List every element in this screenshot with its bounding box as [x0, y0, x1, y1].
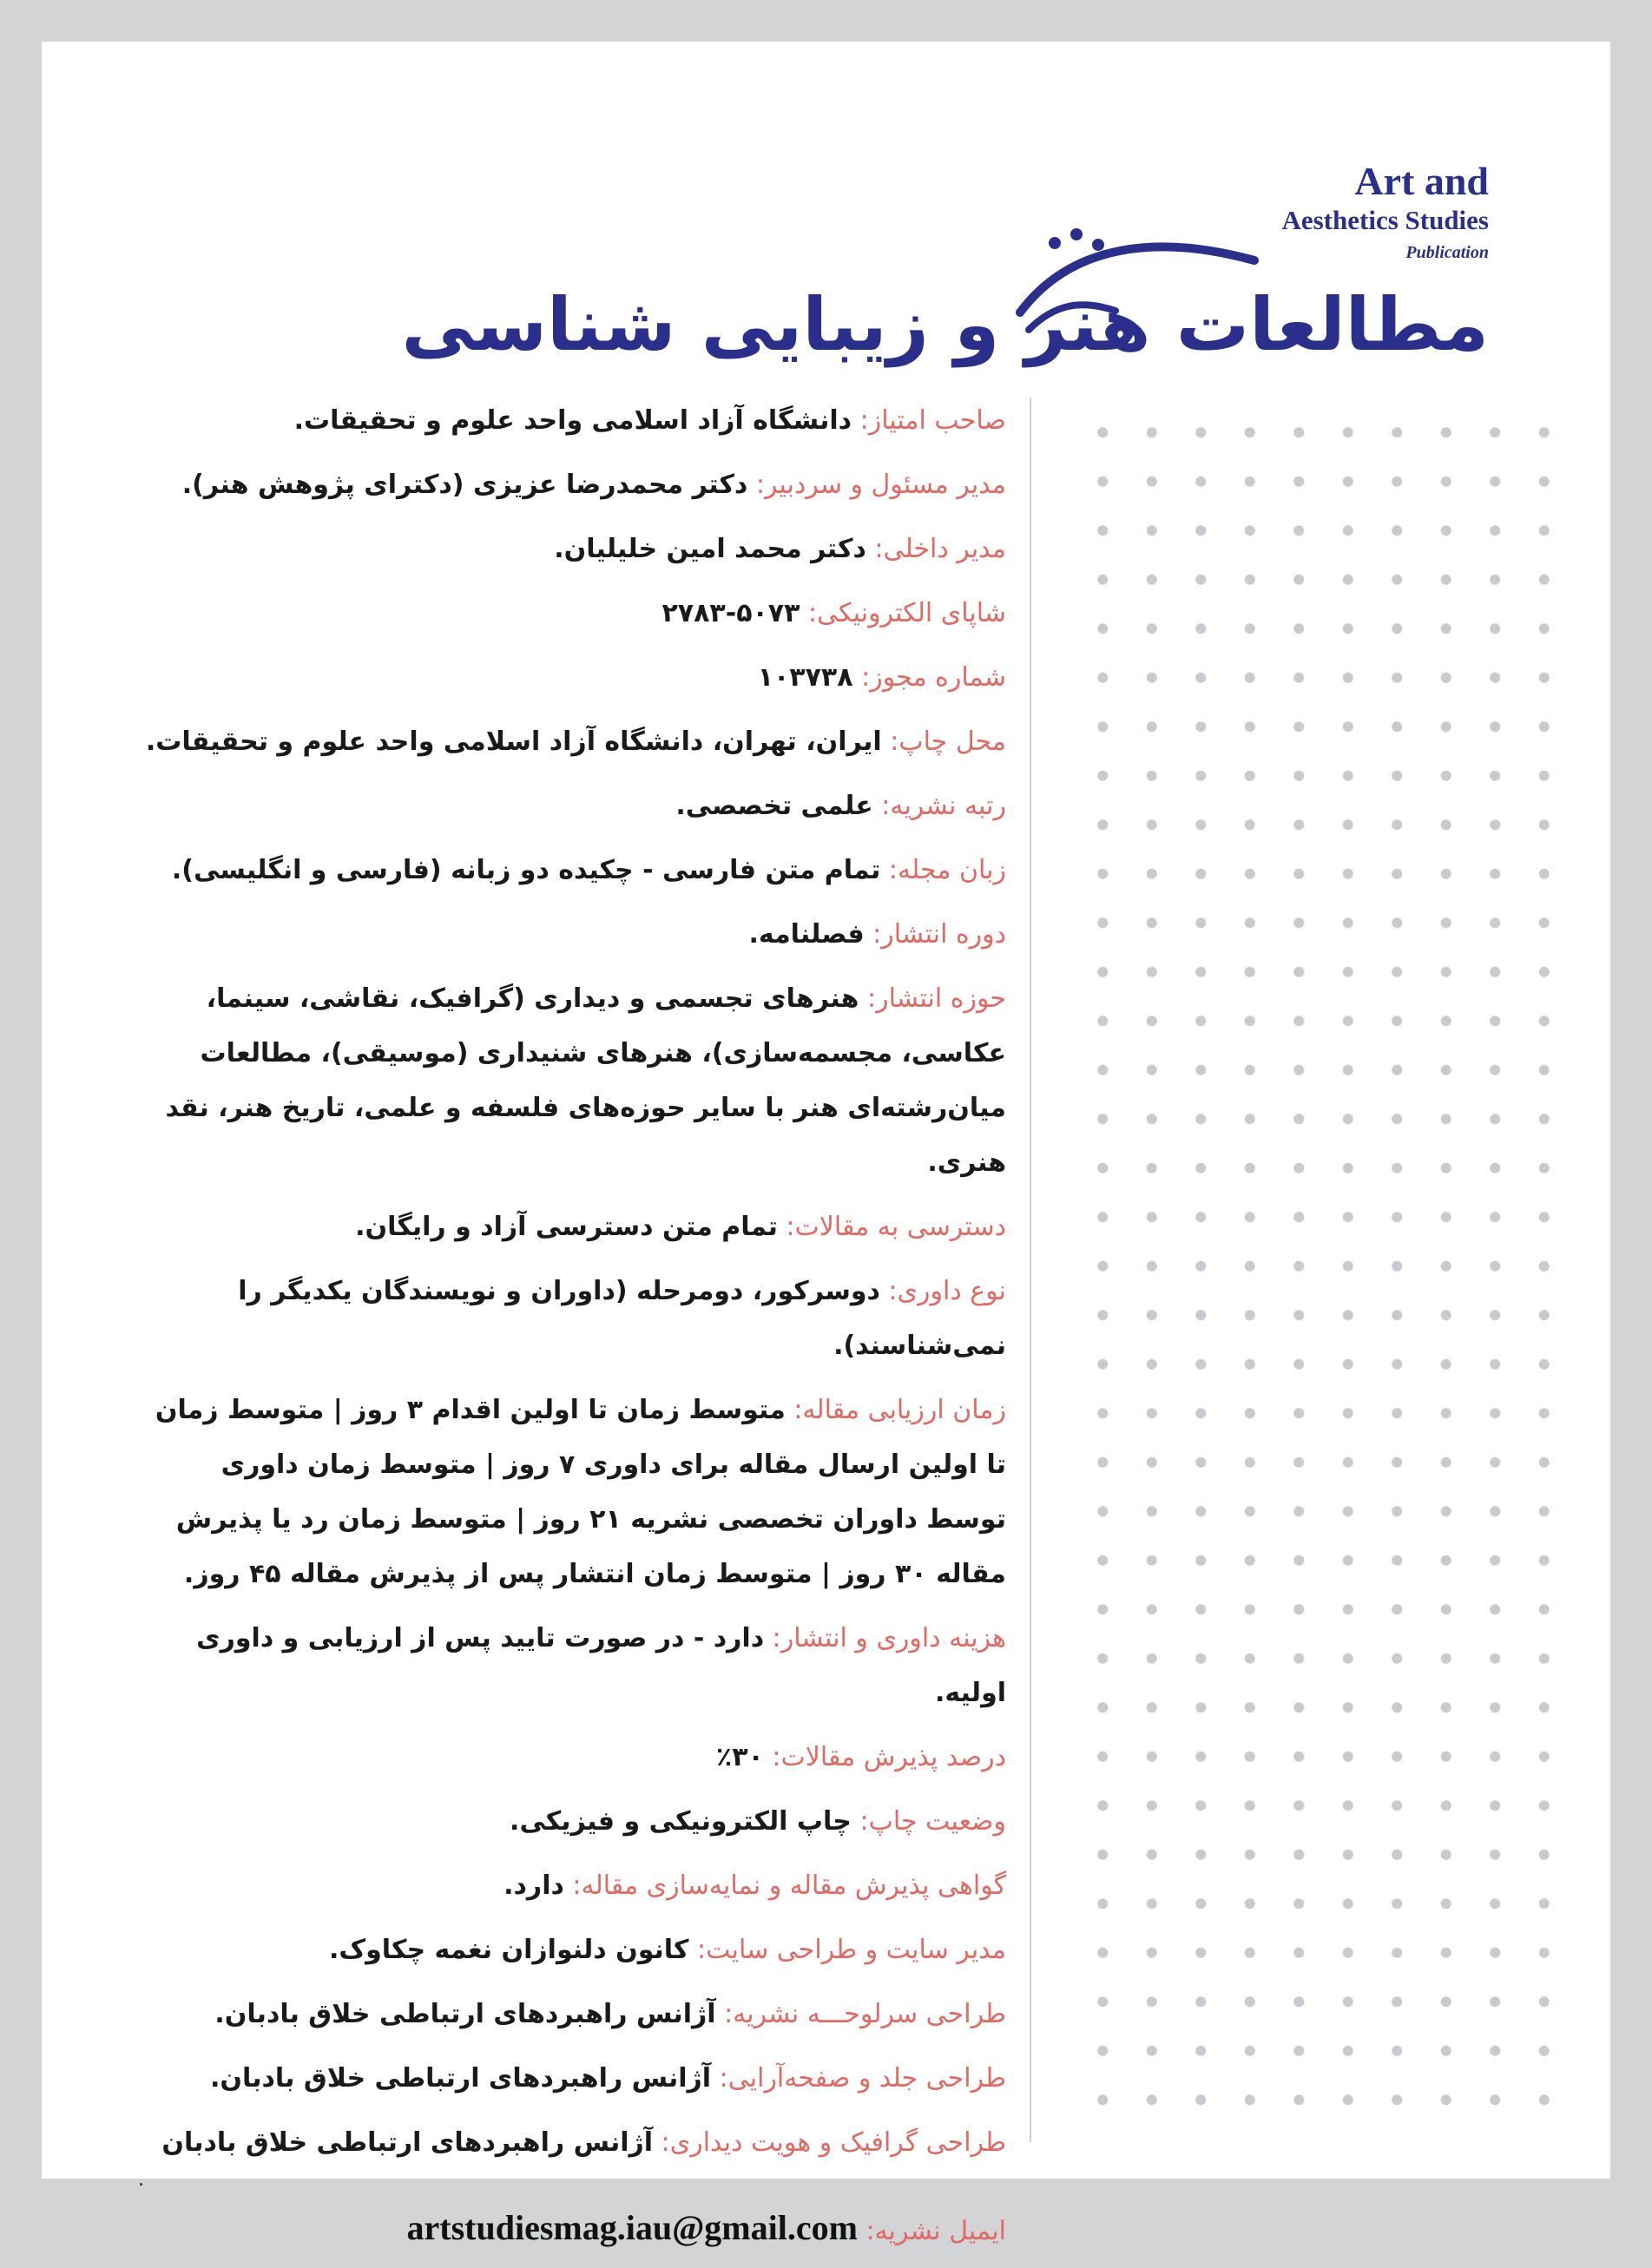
info-label: صاحب امتیاز:	[859, 405, 1006, 436]
info-label: ایمیل نشریه:	[865, 2216, 1006, 2246]
email-link[interactable]: artstudiesmag.iau@gmail.com	[406, 2208, 858, 2247]
english-title: Art and	[1354, 159, 1489, 203]
info-value: تمام متن فارسی - چکیده دو زبانه (فارسی و انگلیسی).	[171, 855, 881, 885]
info-label: مدیر مسئول و سردبیر:	[755, 470, 1006, 500]
info-value: تمام متن دسترسی آزاد و رایگان.	[355, 1212, 778, 1242]
journal-masthead	[401, 113, 1489, 399]
info-row-internal-manager	[138, 522, 1006, 576]
info-value: دارد.	[503, 1870, 564, 1901]
info-row-editor	[138, 457, 1006, 512]
info-row-print-place	[138, 714, 1006, 769]
info-row-rank	[138, 779, 1006, 833]
info-label: طراحی سرلوحـــه نشریه:	[724, 1999, 1006, 2029]
info-label: رتبه نشریه:	[881, 791, 1006, 821]
info-value: آژانس راهبردهای ارتباطی خلاق بادبان	[161, 2127, 654, 2158]
info-label: هزینه داوری و انتشار:	[772, 1623, 1006, 1653]
english-publication-label: Publication	[1405, 243, 1489, 262]
info-value: دوسرکور، دومرحله (داوران و نویسندگان یکدیگر را نمی‌شناسند).	[238, 1276, 1006, 1361]
info-value: ۳۰٪	[715, 1742, 764, 1772]
info-value: دارد - در صورت تایید پس از ارزیابی و داوری اولیه.	[196, 1623, 1006, 1708]
info-value: متوسط زمان تا اولین اقدام ۳ روز | متوسط زمان تا اولین ارسال مقاله برای داوری ۷ روز | متوسط زمان داوری توسط داوران تخصصی نشریه ۲۱ روز | متوسط زمان رد یا پذیرش مقاله ۳۰ روز | متوسط زمان انتشار پس از پذیرش مقاله ۴۵ روز.	[155, 1395, 1006, 1589]
info-label: نوع داوری:	[888, 1276, 1006, 1306]
column-divider	[1030, 398, 1031, 2142]
info-label: مدیر داخلی:	[874, 534, 1006, 564]
info-label: شاپای الکترونیکی:	[807, 598, 1006, 628]
info-row-scope	[138, 971, 1006, 1190]
info-row-cover-design	[138, 2051, 1006, 2106]
info-value: دکتر محمد امین خلیلیان.	[554, 534, 866, 564]
info-label: وضعیت چاپ:	[859, 1806, 1006, 1837]
journal-info-list	[138, 393, 1006, 2268]
info-label: طراحی جلد و صفحه‌آرایی:	[719, 2063, 1006, 2094]
info-row-language	[138, 843, 1006, 897]
page	[42, 42, 1610, 2247]
info-value: هنرهای تجسمی و دیداری (گرافیک، نقاشی، سینما، عکاسی، مجسمه‌سازی)، هنرهای شنیداری (موسیقی)، مطالعات میان‌رشته‌ای هنر با سایر حوزه‌های فلسفه و علمی، تاریخ هنر، نقد هنری.	[165, 983, 1006, 1178]
info-label: محل چاپ:	[890, 726, 1006, 757]
info-row-acceptance-rate	[138, 1730, 1006, 1785]
info-label: طراحی گرافیک و هویت دیداری:	[661, 2127, 1006, 2158]
info-row-header-design	[138, 1987, 1006, 2041]
persian-logo: مطالعات هنر و زیبایی شناسی	[401, 282, 1489, 367]
info-label: دوره انتشار:	[872, 919, 1006, 950]
info-value: چاپ الکترونیکی و فیزیکی.	[510, 1806, 852, 1837]
english-subtitle: Aesthetics Studies	[1281, 205, 1489, 235]
info-row-review-time	[138, 1383, 1006, 1601]
info-value: آژانس راهبردهای ارتباطی خلاق بادبان.	[214, 1999, 716, 2029]
info-row-site-manager	[138, 1923, 1006, 1977]
info-value: ۱۰۳۷۳۸	[757, 662, 853, 693]
info-row-license	[138, 650, 1006, 705]
info-label: زبان مجله:	[888, 855, 1006, 885]
info-value: دکتر محمدرضا عزیزی (دکترای پژوهش هنر).	[181, 470, 748, 500]
info-label: دسترسی به مقالات:	[786, 1212, 1006, 1242]
info-value: ایران، تهران، دانشگاه آزاد اسلامی واحد علوم و تحقیقات.	[145, 726, 882, 757]
info-label: درصد پذیرش مقالات:	[772, 1742, 1006, 1772]
info-row-eissn	[138, 586, 1006, 641]
info-row-fee	[138, 1611, 1006, 1720]
info-value: علمی تخصصی.	[675, 791, 873, 821]
info-label: مدیر سایت و طراحی سایت:	[697, 1935, 1006, 1965]
trailing-period: .	[138, 2169, 144, 2191]
info-row-print-status	[138, 1794, 1006, 1849]
info-row-email	[138, 2200, 1006, 2258]
info-value: فصلنامه.	[748, 919, 865, 950]
info-value: آژانس راهبردهای ارتباطی خلاق بادبان.	[209, 2063, 712, 2094]
info-value: کانون دلنوازان نغمه چکاوک.	[329, 1935, 689, 1965]
info-row-review-type	[138, 1264, 1006, 1373]
info-row-graphic-design	[138, 2115, 1006, 2191]
info-value: دانشگاه آزاد اسلامی واحد علوم و تحقیقات.	[293, 405, 852, 436]
info-label: زمان ارزیابی مقاله:	[793, 1395, 1006, 1425]
info-label: شماره مجوز:	[861, 662, 1006, 693]
info-row-certificate	[138, 1858, 1006, 1913]
info-label: گواهی پذیرش مقاله و نمایه‌سازی مقاله:	[572, 1870, 1006, 1901]
info-row-owner	[138, 393, 1006, 448]
info-value: ۵۰۷۳-۲۷۸۳	[661, 598, 800, 628]
info-label: حوزه انتشار:	[866, 983, 1006, 1014]
info-row-access	[138, 1200, 1006, 1254]
info-row-period	[138, 907, 1006, 962]
dot-pattern	[1066, 396, 1587, 2140]
